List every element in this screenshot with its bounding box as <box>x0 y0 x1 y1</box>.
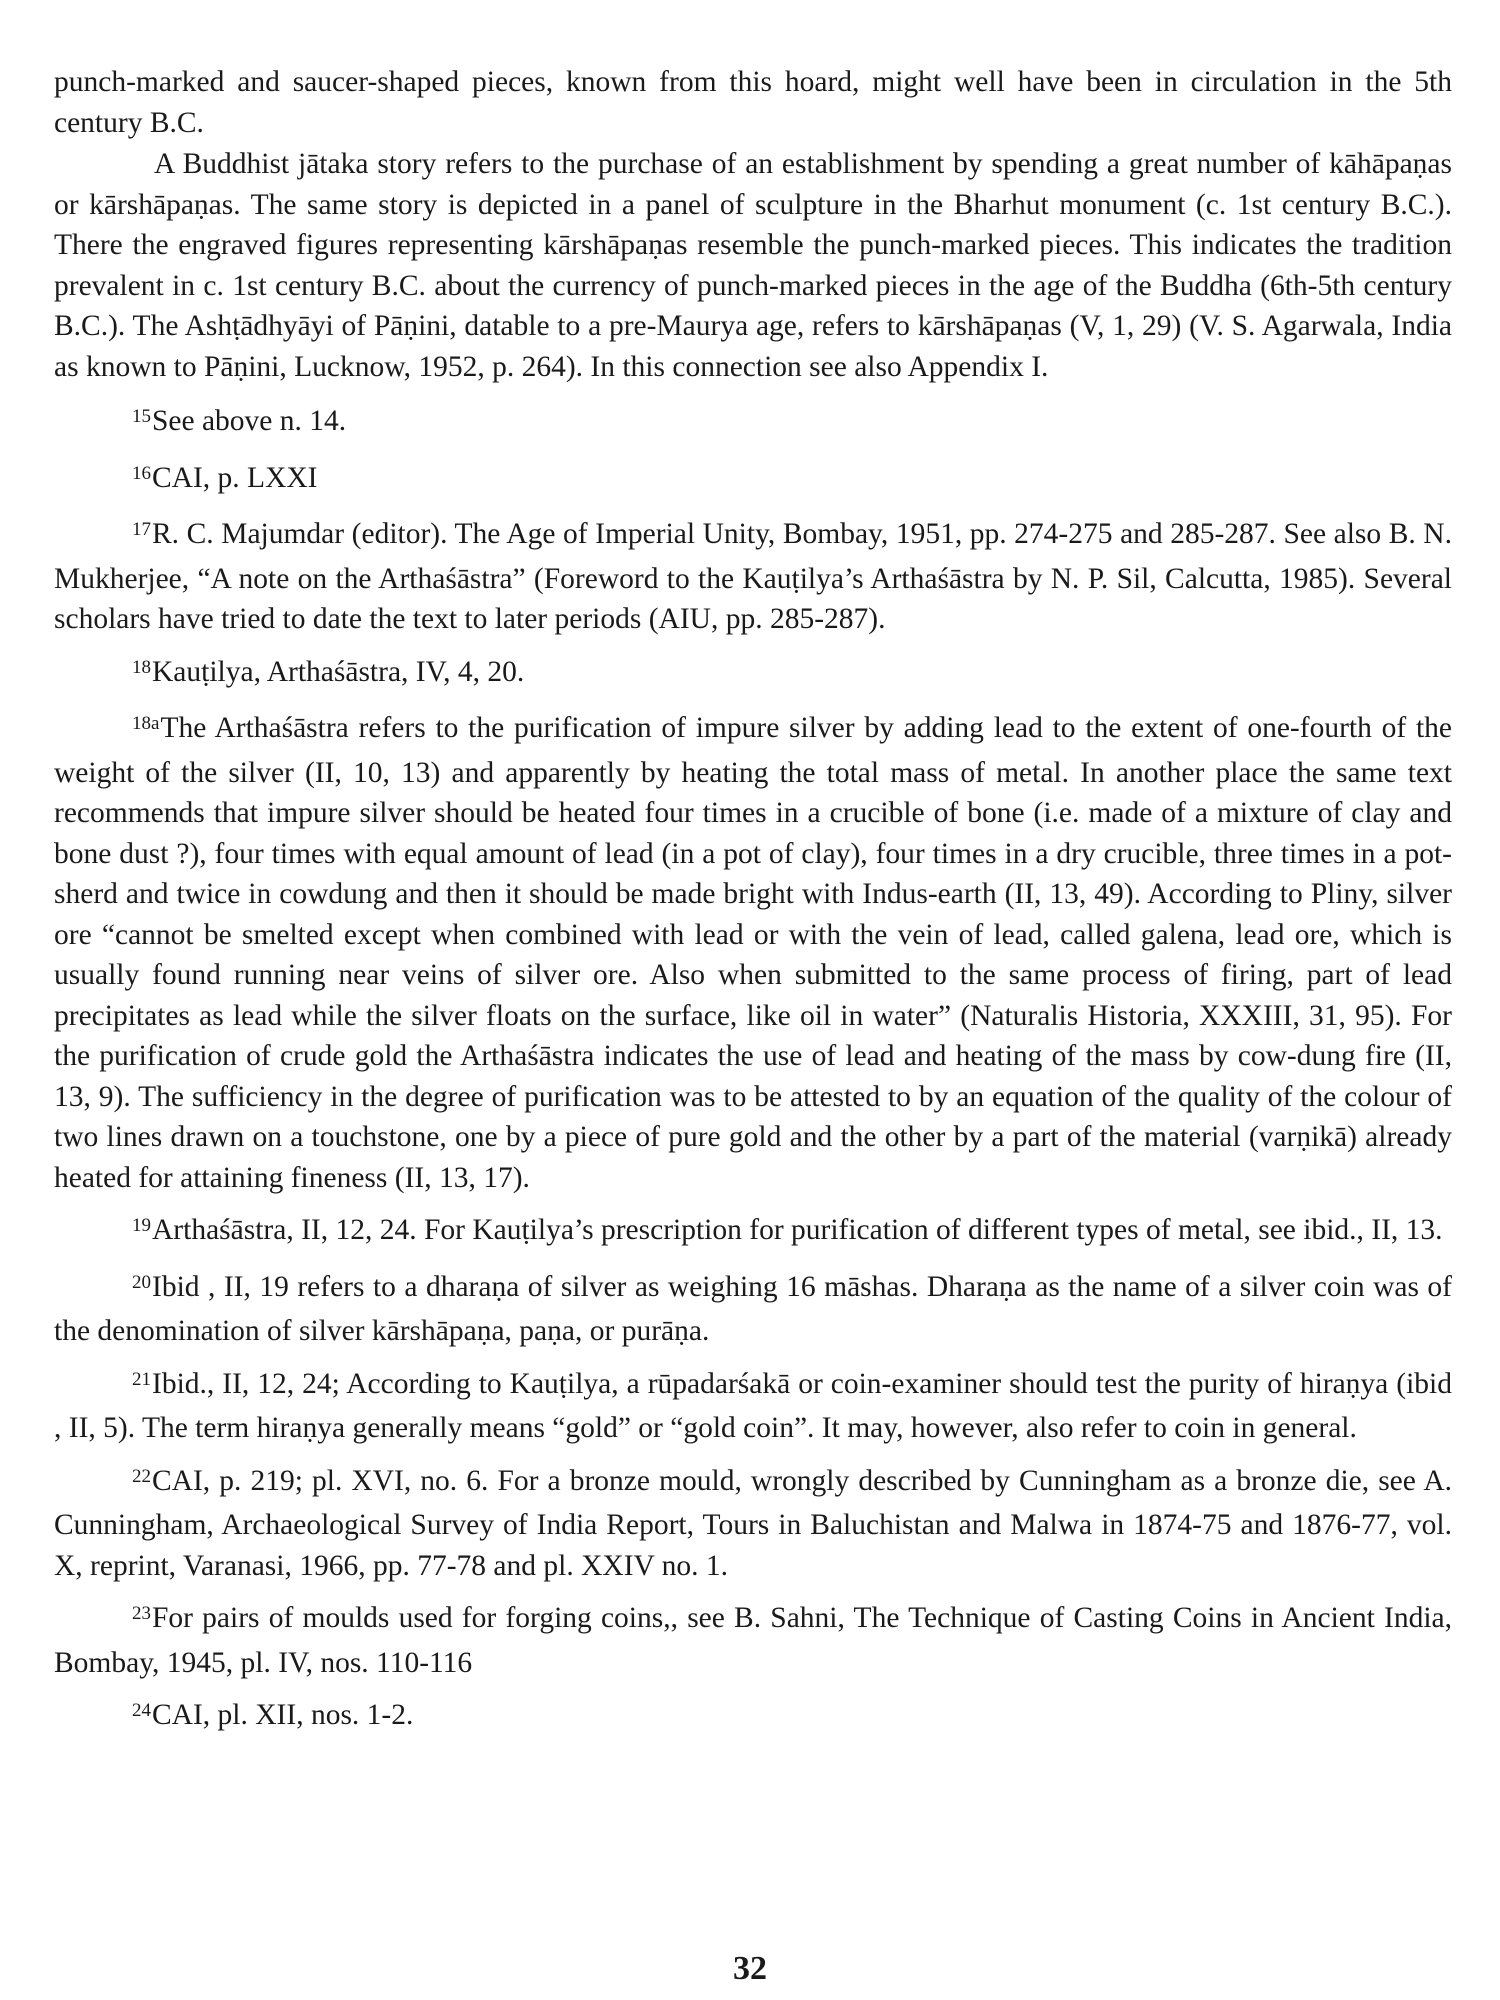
footnote-text: CAI, p. 219; pl. XVI, no. 6. For a bronze mould, wrongly described by Cunningham as a bronze die, see A. Cunningham, Archaeological Survey of India Report, Tours in Baluchistan and Malwa in 1874-75 and 1876-77, vol. X, reprint, Varanasi, 1966, pp. 77-78 and pl. XXIV no. 1. <box>54 1464 1452 1582</box>
footnote-22 <box>54 1461 1452 1587</box>
footnote-number: 18 <box>132 656 151 678</box>
footnote-text: Kauṭilya, Arthaśāstra, IV, 4, 20. <box>152 655 525 688</box>
footnote-number: 20 <box>132 1271 151 1293</box>
footnote-number: 16 <box>132 462 151 484</box>
footnote-text: Arthaśāstra, II, 12, 24. For Kauṭilya’s prescription for purification of different types of metal, see ibid., II, 13. <box>152 1214 1443 1246</box>
page-number: 32 <box>733 1950 767 1987</box>
footnote-text: Ibid , II, 19 refers to a dharaṇa of silver as weighing 16 māshas. Dharaṇa as the name of a silver coin was of the denomination of silver kārshāpaṇa, paṇa, or purāṇa. <box>54 1270 1452 1347</box>
footnote-number: 18a <box>132 713 160 734</box>
footnote-number: 19 <box>132 1215 151 1236</box>
footnote-18 <box>54 652 1452 697</box>
footnote-18a <box>54 708 1452 1198</box>
page-body <box>54 62 1452 1740</box>
footnote-23 <box>54 1598 1452 1683</box>
footnote-20 <box>54 1267 1452 1352</box>
footnote-number: 17 <box>132 519 151 540</box>
footnote-number: 22 <box>132 1465 151 1487</box>
footnote-19 <box>54 1210 1452 1255</box>
footnote-text: See above n. 14. <box>152 405 347 437</box>
footnote-number: 15 <box>132 406 151 427</box>
footnote-text: CAI, pl. XII, nos. 1-2. <box>152 1699 414 1731</box>
footnote-text: R. C. Majumdar (editor). The Age of Imperial Unity, Bombay, 1951, pp. 274-275 and 285-287. See also B. N. Mukherjee, “A note on the Arthaśāstra” (Foreword to the Kauṭilya’s Arthaśāstra by N. P. Sil, Calcutta, 1985). Several scholars have tried to date the text to later periods (AIU, pp. 285-287). <box>54 518 1452 635</box>
footnote-text: CAI, p. LXXI <box>152 461 318 494</box>
footnote-number: 24 <box>132 1700 151 1721</box>
footnote-16 <box>54 458 1452 503</box>
footnote-number: 21 <box>132 1368 151 1390</box>
footnote-17 <box>54 514 1452 640</box>
paragraph-continuation: punch-marked and saucer-shaped pieces, known from this hoard, might well have been in circulation in the 5th century B.C. <box>54 66 1452 139</box>
footnote-24 <box>54 1695 1452 1740</box>
footnote-text: The Arthaśāstra refers to the purification of impure silver by adding lead to the extent of one-fourth of the weight of the silver (II, 10, 13) and apparently by heating the total mass of metal. In another place the same text recommends that impure silver should be heated four times in a crucible of bone (i.e. made of a mixture of clay and bone dust ?), four times with equal amount of lead (in a pot of clay), four times in a dry crucible, three times in a pot-sherd and twice in cowdung and then it should be made bright with Indus-earth (II, 13, 49). According to Pliny, silver ore “cannot be smelted except when combined with lead or with the vein of lead, called galena, lead ore, which is usually found running near veins of silver ore. Also when submitted to the same process of firing, part of lead precipitates as lead while the silver floats on the surface, like oil in water” (Naturalis Historia, XXXIII, 31, 95). For the purification of crude gold the Arthaśāstra indicates the use of lead and heating of the mass by cow-dung fire (II, 13, 9). The sufficiency in the degree of purification was to be attested to by an equation of the quality of the colour of two lines drawn on a touchstone, one by a piece of pure gold and the other by a part of the material (varṇikā) already heated for attaining fineness (II, 13, 17). <box>54 712 1452 1194</box>
footnote-21 <box>54 1364 1452 1449</box>
paragraph-jataka: A Buddhist jātaka story refers to the purchase of an establishment by spending a great number of kāhāpaṇas or kārshāpaṇas. The same story is depicted in a panel of sculpture in the Bharhut monument (c. 1st century B.C.). There the engraved figures representing kārshāpaṇas resemble the punch-marked pieces. This indicates the tradition prevalent in c. 1st century B.C. about the currency of punch-marked pieces in the age of the Buddha (6th-5th century B.C.). The Ashṭādhyāyi of Pāṇini, datable to a pre-Maurya age, refers to kārshāpaṇas (V, 1, 29) (V. S. Agarwala, India as known to Pāṇini, Lucknow, 1952, p. 264). In this connection see also Appendix I. <box>54 148 1452 383</box>
footnote-text: Ibid., II, 12, 24; According to Kauṭilya, a rūpadarśakā or coin-examiner should test the purity of hiraṇya (ibid , II, 5). The term hiraṇya generally means “gold” or “gold coin”. It may, however, also refer to coin in general. <box>54 1367 1452 1444</box>
footnote-number: 23 <box>132 1603 151 1624</box>
footnote-text: For pairs of moulds used for forging coins,, see B. Sahni, The Technique of Casting Coins in Ancient India, Bombay, 1945, pl. IV, nos. 110-116 <box>54 1602 1452 1679</box>
footnote-15 <box>54 401 1452 446</box>
